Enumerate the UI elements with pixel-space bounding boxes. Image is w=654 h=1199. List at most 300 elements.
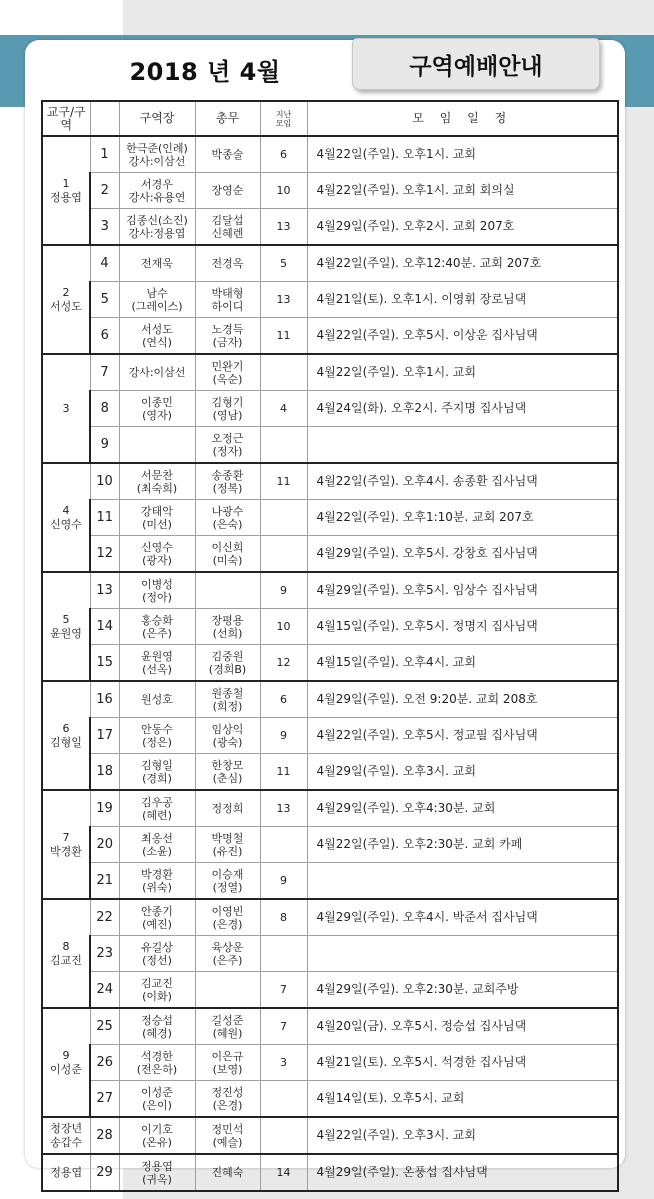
leader-line: 한극준(인례) [126,141,188,155]
leader-line: (귀옥) [142,1172,172,1186]
leader-line: 정승섭 [141,1013,173,1027]
leader-cell [119,681,195,718]
meeting-schedule: 4월22일(주일). 오후1시. 교회 [307,354,618,391]
leader-line: 최옹선 [141,831,173,845]
table-row [42,500,618,536]
title-tab: 구역예배안내 [352,38,600,90]
treasurer-line: 장평용 [211,613,244,627]
row-number: 11 [90,500,119,536]
meeting-schedule: 4월29일(주일). 오후2:30분. 교회주방 [307,972,618,1009]
table-row [42,790,618,827]
treasurer-cell [195,1081,260,1118]
leader-line: 정용엽 [141,1159,173,1173]
treasurer-cell [195,790,260,827]
group-cell [42,1008,90,1117]
leader-cell [119,245,195,282]
treasurer-cell [195,1154,260,1191]
row-number: 14 [90,609,119,645]
treasurer-line: 나광수 [211,504,244,518]
header-group: 교구/구역 [42,101,90,136]
table-row [42,1117,618,1154]
row-number: 27 [90,1081,119,1118]
leader-line: (경희) [142,771,172,785]
row-number: 20 [90,827,119,863]
treasurer-line: 정정희 [211,802,244,815]
treasurer-cell [195,572,260,609]
group-pastor: 김형일 [50,735,82,749]
table-row [42,391,618,427]
row-number: 24 [90,972,119,1009]
treasurer-line: 김중원 [211,649,244,663]
leader-line: (혜련) [142,808,172,822]
leader-line: (온유) [142,1135,172,1149]
treasurer-line: 박종술 [211,148,244,161]
leader-line: 강태악 [141,504,173,518]
treasurer-line: 박명철 [211,831,244,845]
treasurer-cell [195,972,260,1009]
treasurer-cell [195,936,260,972]
prev-meeting-count: 12 [260,645,307,682]
leader-cell [119,536,195,573]
row-number: 1 [90,136,119,173]
leader-line: 서성도 [141,322,173,336]
group-cell [42,245,90,354]
group-cell [42,354,90,463]
row-number: 3 [90,209,119,246]
leader-line: (은주) [142,626,172,640]
row-number: 5 [90,282,119,318]
treasurer-cell [195,645,260,682]
prev-meeting-count [260,536,307,573]
header-number [90,101,119,136]
leader-line: 김형일 [141,758,173,772]
group-number: 7 [62,830,70,844]
treasurer-cell [195,609,260,645]
table-row [42,609,618,645]
leader-cell [119,572,195,609]
treasurer-cell [195,463,260,500]
header-prev-meeting [260,101,307,136]
treasurer-line: 이신희 [211,540,244,554]
group-number: 1 [62,176,70,190]
treasurer-line: (춘심) [212,771,243,785]
leader-cell [119,1045,195,1081]
prev-meeting-count: 10 [260,173,307,209]
treasurer-line: (정자) [212,444,243,458]
prev-meeting-count [260,500,307,536]
treasurer-cell [195,282,260,318]
treasurer-line: (정복) [212,481,243,495]
table-row [42,718,618,754]
row-number: 18 [90,754,119,791]
header-treasurer: 총무 [195,101,260,136]
row-number: 9 [90,427,119,464]
treasurer-line: (영남) [212,408,243,422]
treasurer-line: 박태형 [211,286,244,300]
leader-line: 강사:이삼선 [128,154,186,168]
meeting-schedule: 4월22일(주일). 오후3시. 교회 [307,1117,618,1154]
meeting-schedule: 4월24일(화). 오후2시. 주지명 집사님댁 [307,391,618,427]
leader-line: (정아) [142,590,172,604]
meeting-schedule: 4월14일(토). 오후5시. 교회 [307,1081,618,1118]
treasurer-line: (은경) [212,1098,243,1112]
group-pastor: 청장년 송갑수 [50,1121,83,1149]
leader-line: (예진) [142,917,172,931]
prev-meeting-count: 9 [260,863,307,900]
row-number: 13 [90,572,119,609]
group-number: 2 [62,285,70,299]
table-row [42,1045,618,1081]
prev-meeting-count: 7 [260,972,307,1009]
treasurer-line: (선희) [212,626,243,640]
row-number: 4 [90,245,119,282]
leader-line: (광자) [142,553,172,567]
treasurer-cell [195,827,260,863]
group-number: 5 [62,612,70,626]
treasurer-cell [195,245,260,282]
row-number: 10 [90,463,119,500]
leader-line: (전은하) [136,1062,178,1076]
leader-line: (최숙희) [136,481,178,495]
row-number: 15 [90,645,119,682]
table-row [42,173,618,209]
treasurer-line: (은주) [212,953,243,967]
leader-line: (이화) [142,989,172,1003]
group-pastor: 정용엽 [50,1165,83,1179]
row-number: 19 [90,790,119,827]
leader-line: 원성호 [141,693,173,706]
row-number: 2 [90,173,119,209]
leader-line: (미선) [142,517,172,531]
table-row [42,463,618,500]
group-cell [42,463,90,572]
leader-line: (위숙) [142,880,172,894]
table-row [42,827,618,863]
meeting-schedule: 4월29일(주일). 오후3시. 교회 [307,754,618,791]
prev-meeting-count: 8 [260,899,307,936]
group-cell [42,790,90,899]
treasurer-line: 길성준 [211,1013,244,1027]
group-number: 6 [62,721,70,735]
meeting-schedule: 4월22일(주일). 오후1:10분. 교회 207호 [307,500,618,536]
meeting-schedule: 4월22일(주일). 오후4시. 송종환 집사님댁 [307,463,618,500]
treasurer-line: 장영순 [211,184,244,197]
table-row [42,136,618,173]
meeting-schedule: 4월29일(주일). 온풍섭 집사님댁 [307,1154,618,1191]
treasurer-cell [195,1045,260,1081]
prev-meeting-count: 4 [260,391,307,427]
leader-line: 이종민 [141,395,173,409]
treasurer-cell [195,1117,260,1154]
leader-line: 홍승화 [141,613,173,627]
treasurer-line: 김달섭 [211,213,244,227]
group-pastor: 신영수 [50,517,82,531]
leader-line: (선옥) [142,662,172,676]
group-cell [42,136,90,245]
leader-cell [119,500,195,536]
prev-meeting-count [260,427,307,464]
group-pastor: 윤원영 [50,626,82,640]
meeting-schedule: 4월15일(주일). 오후5시. 정명지 집사님댁 [307,609,618,645]
row-number: 6 [90,318,119,355]
leader-cell [119,1154,195,1191]
leader-line: (은이) [142,1098,172,1112]
leader-cell [119,609,195,645]
leader-line: 이병성 [141,577,173,591]
meeting-schedule: 4월21일(토). 오후5시. 석경한 집사님댁 [307,1045,618,1081]
prev-meeting-count [260,354,307,391]
prev-meeting-count: 9 [260,572,307,609]
treasurer-line: 한창모 [211,758,244,772]
treasurer-line: 오정근 [211,431,244,445]
row-number: 23 [90,936,119,972]
meeting-schedule: 4월15일(주일). 오후4시. 교회 [307,645,618,682]
row-number: 29 [90,1154,119,1191]
treasurer-line: (희정) [212,699,243,713]
prev-meeting-count: 11 [260,463,307,500]
meeting-schedule [307,936,618,972]
table-row [42,754,618,791]
leader-line: 김우공 [141,795,173,809]
group-pastor: 정용엽 [50,190,82,204]
row-number: 28 [90,1117,119,1154]
leader-cell [119,936,195,972]
leader-cell [119,754,195,791]
leader-line: 전재욱 [141,257,173,270]
table-row [42,572,618,609]
leader-line: 신영수 [141,540,173,554]
leader-line: (소윤) [142,844,172,858]
treasurer-line: (정열) [212,880,243,894]
treasurer-cell [195,173,260,209]
table-row [42,318,618,355]
treasurer-cell [195,391,260,427]
leader-line: 김종신(소진) [126,213,188,227]
treasurer-line: (미숙) [212,553,243,567]
prev-meeting-count [260,1081,307,1118]
treasurer-line: (유진) [212,844,243,858]
meeting-schedule: 4월22일(주일). 오후1시. 교회 회의실 [307,173,618,209]
table-row [42,1081,618,1118]
leader-line: 김교진 [141,976,173,990]
row-number: 8 [90,391,119,427]
treasurer-line: 이은규 [211,1049,244,1063]
prev-meeting-count: 6 [260,136,307,173]
row-number: 17 [90,718,119,754]
group-number: 8 [62,939,70,953]
treasurer-cell [195,500,260,536]
treasurer-line: (보영) [212,1062,243,1076]
leader-cell [119,790,195,827]
meeting-schedule: 4월29일(주일). 오후2시. 교회 207호 [307,209,618,246]
leader-line: 강사:이삼선 [128,366,186,379]
row-number: 22 [90,899,119,936]
prev-meeting-count: 3 [260,1045,307,1081]
treasurer-cell [195,718,260,754]
treasurer-line: 이영빈 [211,904,244,918]
meeting-schedule: 4월21일(토). 오후1시. 이영휘 장로님댁 [307,282,618,318]
table-row [42,209,618,246]
table-row [42,899,618,936]
prev-meeting-count: 11 [260,318,307,355]
treasurer-line: 이승재 [211,867,244,881]
schedule-body [42,136,618,1191]
leader-cell [119,209,195,246]
treasurer-line: 전경옥 [211,257,244,270]
meeting-schedule: 4월29일(주일). 오후5시. 임상수 집사님댁 [307,572,618,609]
treasurer-line: 노경득 [211,322,244,336]
meeting-schedule: 4월20일(금). 오후5시. 정승섭 집사님댁 [307,1008,618,1045]
leader-cell [119,899,195,936]
leader-cell [119,173,195,209]
leader-cell [119,427,195,464]
leader-line: 박경환 [141,867,173,881]
leader-line: 이기호 [141,1122,173,1136]
meeting-schedule [307,427,618,464]
treasurer-cell [195,354,260,391]
prev-meeting-count: 13 [260,209,307,246]
table-row [42,972,618,1009]
group-cell [42,899,90,1008]
treasurer-line: (경희B) [208,662,247,676]
row-number: 12 [90,536,119,573]
treasurer-line: (옥순) [212,372,243,386]
treasurer-line: (금자) [212,335,243,349]
meeting-schedule: 4월22일(주일). 오후12:40분. 교회 207호 [307,245,618,282]
leader-line: (영자) [142,408,172,422]
leader-line: (정은) [142,735,172,749]
table-row [42,681,618,718]
group-cell [42,1154,90,1191]
group-cell [42,1117,90,1154]
prev-meeting-count: 10 [260,609,307,645]
leader-line: 남수 [146,286,168,300]
leader-line: 유길상 [141,940,173,954]
leader-line: 석경한 [141,1049,173,1063]
row-number: 26 [90,1045,119,1081]
treasurer-cell [195,1008,260,1045]
group-pastor: 서성도 [50,299,82,313]
prev-meeting-count: 14 [260,1154,307,1191]
meeting-schedule: 4월29일(주일). 오후5시. 강창호 집사님댁 [307,536,618,573]
treasurer-line: 정진성 [211,1085,244,1099]
treasurer-cell [195,136,260,173]
treasurer-cell [195,318,260,355]
table-header-row [42,101,618,136]
meeting-schedule [307,863,618,900]
group-number: 9 [62,1048,70,1062]
treasurer-line: (은경) [212,917,243,931]
table-row [42,536,618,573]
table-row [42,863,618,900]
treasurer-line: 육상운 [211,940,244,954]
meeting-schedule: 4월22일(주일). 오후5시. 정교필 집사님댁 [307,718,618,754]
table-row [42,354,618,391]
leader-cell [119,972,195,1009]
leader-cell [119,863,195,900]
meeting-schedule: 4월22일(주일). 오후5시. 이상운 집사님댁 [307,318,618,355]
table-row [42,936,618,972]
table-row [42,282,618,318]
group-number: 4 [62,503,70,517]
treasurer-cell [195,863,260,900]
prev-meeting-count [260,827,307,863]
leader-cell [119,463,195,500]
leader-line: (그레이스) [131,299,183,313]
leader-cell [119,1081,195,1118]
header-prev-meeting-line2: 모임 [275,118,292,128]
treasurer-cell [195,754,260,791]
prev-meeting-count: 9 [260,718,307,754]
treasurer-line: 김형기 [211,395,244,409]
group-cell [42,572,90,681]
table-row [42,645,618,682]
table-row [42,1008,618,1045]
leader-line: 서문찬 [141,468,173,482]
leader-line: (정선) [142,953,172,967]
leader-cell [119,1117,195,1154]
table-row [42,245,618,282]
treasurer-line: 정민석 [211,1122,244,1136]
prev-meeting-count [260,936,307,972]
treasurer-line: 임상익 [211,722,244,736]
treasurer-cell [195,209,260,246]
leader-line: 이성준 [141,1085,173,1099]
prev-meeting-count: 11 [260,754,307,791]
leader-cell [119,718,195,754]
treasurer-line: 원종철 [211,686,244,700]
schedule-table [41,100,619,1192]
treasurer-line: 진혜숙 [211,1166,244,1179]
leader-cell [119,1008,195,1045]
row-number: 25 [90,1008,119,1045]
treasurer-line: 민완기 [211,359,244,373]
treasurer-cell [195,536,260,573]
meeting-schedule: 4월29일(주일). 오후4시. 박준서 집사님댁 [307,899,618,936]
header-prev-meeting-line1: 지난 [275,109,292,119]
leader-line: 서경우 [141,177,173,191]
group-pastor: 박경환 [50,844,82,858]
meeting-schedule: 4월29일(주일). 오후4:30분. 교회 [307,790,618,827]
treasurer-line: 하이디 [211,299,244,313]
treasurer-line: (혜원) [212,1026,243,1040]
meeting-schedule: 4월22일(주일). 오후1시. 교회 [307,136,618,173]
leader-line: 안동수 [141,722,173,736]
treasurer-line: 신혜렌 [211,226,244,240]
leader-line: 강사:정용엽 [128,226,186,240]
prev-meeting-count: 5 [260,245,307,282]
table-row [42,427,618,464]
leader-cell [119,391,195,427]
table-row [42,1154,618,1191]
leader-cell [119,318,195,355]
meeting-schedule: 4월22일(주일). 오후2:30분. 교회 카페 [307,827,618,863]
leader-cell [119,645,195,682]
leader-line: (연식) [142,335,172,349]
group-pastor: 김교진 [50,953,82,967]
leader-cell [119,354,195,391]
leader-line: 강사:유용연 [128,190,186,204]
prev-meeting-count: 6 [260,681,307,718]
treasurer-line: (은숙) [212,517,243,531]
leader-cell [119,282,195,318]
treasurer-line: (예슬) [212,1135,243,1149]
month-title: 2018 년 4월 [129,58,281,86]
header-leader: 구역장 [119,101,195,136]
leader-line: (혜경) [142,1026,172,1040]
group-pastor: 이성준 [50,1062,82,1076]
treasurer-line: (광숙) [212,735,243,749]
